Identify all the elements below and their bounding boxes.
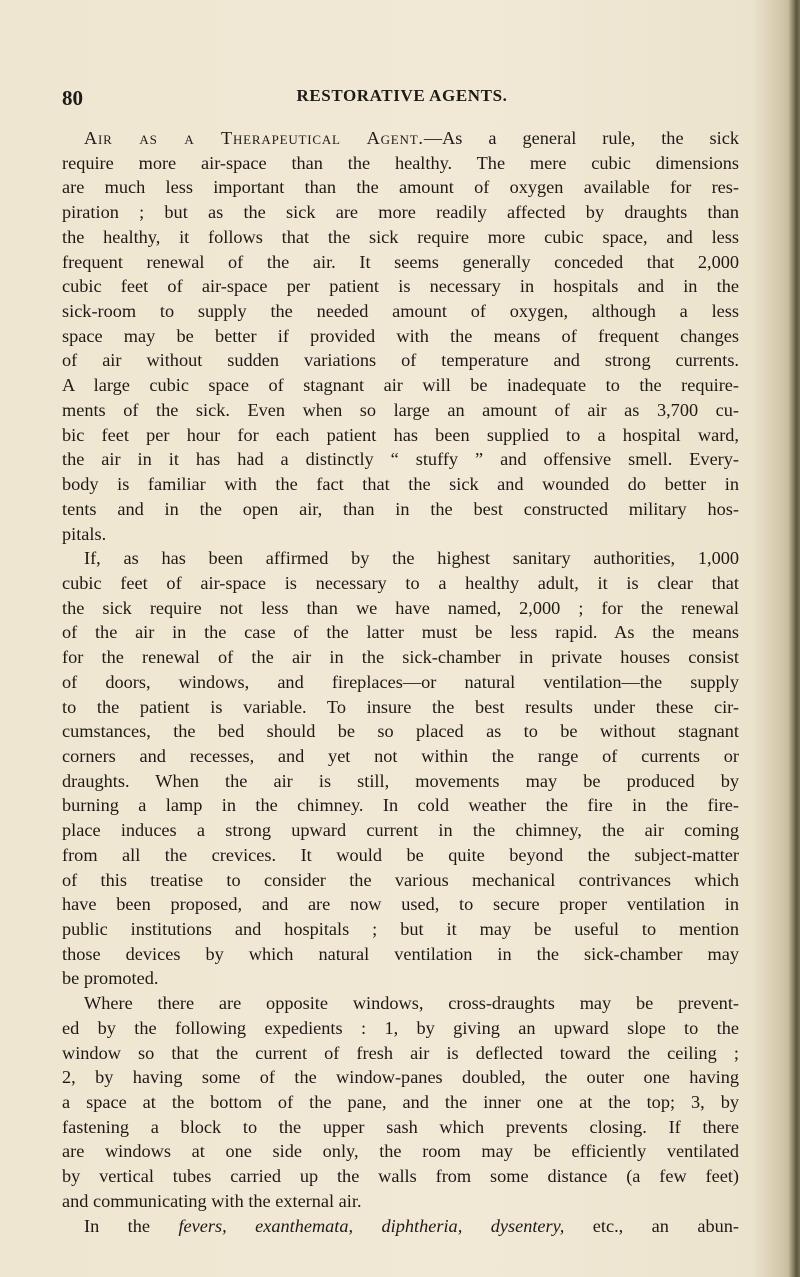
paragraph-2-line: cumstances, the bed should be so placed as to be without stagnant [62,721,739,742]
section-heading: Air as a Therapeutical Agent. [84,128,424,148]
paragraph-1-line: require more air-space than the healthy. The mere cubic dimensions [62,152,739,173]
running-head: RESTORATIVE AGENTS. [296,86,508,105]
paragraph-1-line: sick-room to supply the needed amount of oxygen, although a less [62,301,739,322]
paragraph-1-line: ments of the sick. Even when so large an amount of air as 3,700 cu- [62,399,739,420]
paragraph-4-line: In the fevers, exanthemata, diphtheria, dysentery, etc., an abun- [84,1215,739,1236]
paragraph-1-line: body is familiar with the fact that the sick and wounded do better in [62,474,739,495]
paragraph-2-line: cubic feet of air-space is necessary to a healthy adult, it is clear that [62,572,739,593]
paragraph-1-line: Air as a Therapeutical Agent.—As a general rule, the sick [84,128,739,148]
paragraph-2-line: place induces a strong upward current in the chimney, the air coming [62,820,739,841]
italic-term: diphtheria, [381,1215,463,1236]
paragraph-2-line: draughts. When the air is still, movements may be produced by [62,770,739,791]
paragraph-3-line: fastening a block to the upper sash which prevents closing. If there [62,1116,739,1137]
paragraph-2-line: the sick require not less than we have named, 2,000 ; for the renewal [62,597,739,618]
paragraph-1-line: frequent renewal of the air. It seems generally conceded that 2,000 [62,251,739,272]
paragraph-1-line: the healthy, it follows that the sick require more cubic space, and less [62,226,739,247]
paragraph-1-line: of air without sudden variations of temperature and strong currents. [62,350,739,371]
italic-term: exanthemata, [255,1215,354,1236]
paragraph-2-line: of this treatise to consider the various mechanical contrivances which [62,869,739,890]
paragraph-3-line: a space at the bottom of the pane, and the inner one at the top; 3, by [62,1092,739,1113]
paragraph-2-line: public institutions and hospitals ; but it may be useful to mention [62,919,739,939]
page-header [62,86,742,110]
paragraph-1-line: are much less important than the amount of oxygen available for res- [62,177,739,198]
body-text [62,126,739,1238]
paragraph-2-line: If, as has been affirmed by the highest sanitary authorities, 1,000 [84,548,739,569]
paragraph-1-line: pitals. [62,523,107,544]
paragraph-2-line: those devices by which natural ventilation in the sick-chamber may [62,943,739,964]
italic-term: fevers, [178,1215,227,1236]
paragraph-2-line: burning a lamp in the chimney. In cold weather the fire in the fire- [62,795,739,816]
italic-term: dysentery, [490,1215,565,1236]
page-number: 80 [62,86,83,110]
paragraph-3-line: ed by the following expedients : 1, by giving an upward slope to the [62,1017,739,1038]
paragraph-2-line: for the renewal of the air in the sick-chamber in private houses consist [62,647,739,668]
binding-edge [788,0,800,1277]
paragraph-1-line: the air in it has had a distinctly “ stuffy ” and offensive smell. Every- [62,449,739,470]
paragraph-2-line: of the air in the case of the latter must be less rapid. As the means [62,622,739,643]
paragraph-2-line: to the patient is variable. To insure the best results under these cir- [62,696,739,717]
paragraph-2-line: from all the crevices. It would be quite beyond the subject-matter [62,844,739,865]
paragraph-1-line: space may be better if provided with the means of frequent changes [62,325,739,346]
paragraph-1-line: tents and in the open air, than in the best constructed military hos- [62,498,739,519]
paragraph-2-line: be promoted. [62,968,159,989]
paragraph-1-line: piration ; but as the sick are more readily affected by draughts than [62,202,739,223]
paragraph-3-line: window so that the current of fresh air is deflected toward the ceiling ; [62,1042,739,1063]
paragraph-3-line: and communicating with the external air. [62,1190,362,1211]
paragraph-3-line: Where there are opposite windows, cross-draughts may be prevent- [84,993,739,1014]
paragraph-2-line: corners and recesses, and yet not within the range of currents or [62,745,739,766]
paragraph-1-line: A large cubic space of stagnant air will be inadequate to the require- [62,375,739,396]
paragraph-2-line: of doors, windows, and fireplaces—or natural ventilation—the supply [62,671,739,692]
paragraph-1-line: cubic feet of air-space per patient is necessary in hospitals and in the [62,276,739,297]
paragraph-2-line: have been proposed, and are now used, to secure proper ventilation in [62,894,739,915]
paragraph-3-line: are windows at one side only, the room may be efficiently ventilated [62,1141,739,1162]
paragraph-1-line: bic feet per hour for each patient has been supplied to a hospital ward, [62,424,739,445]
paragraph-3-line: 2, by having some of the window-panes doubled, the outer one having [62,1067,739,1088]
paragraph-3-line: by vertical tubes carried up the walls from some distance (a few feet) [62,1166,739,1187]
